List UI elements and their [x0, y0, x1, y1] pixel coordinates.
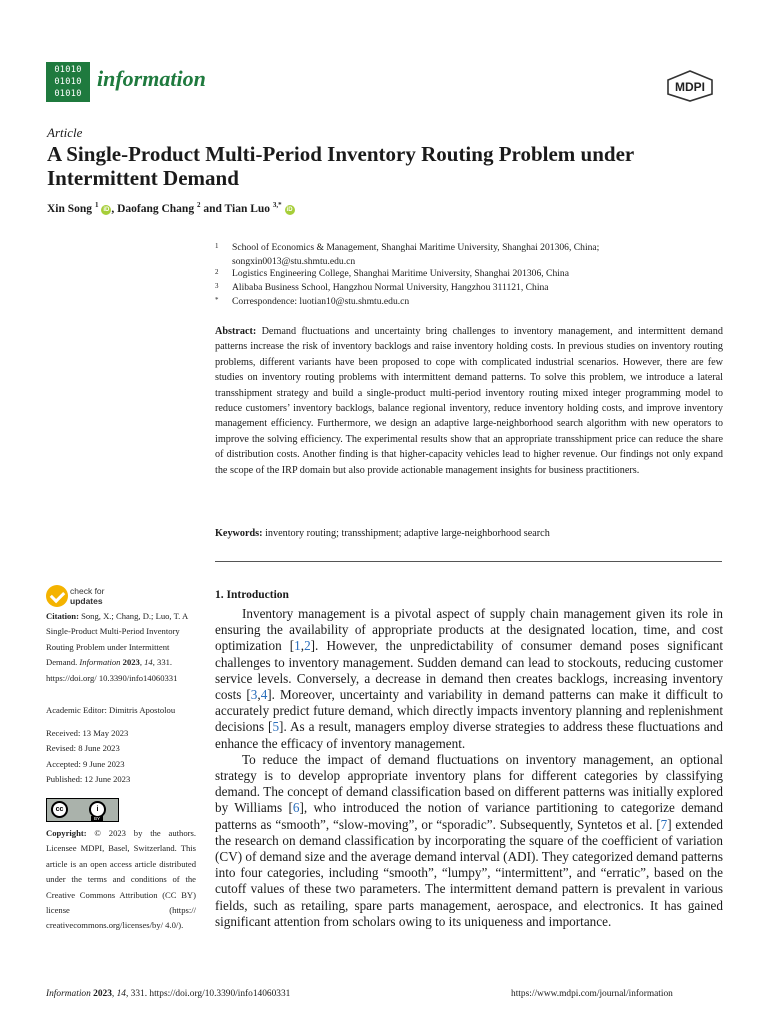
citation-link[interactable]: 7: [660, 816, 668, 832]
citation-year: 2023: [122, 657, 140, 668]
footer-journal-url[interactable]: https://www.mdpi.com/journal/information: [511, 989, 673, 999]
author-name: Daofang Chang: [117, 202, 197, 215]
citation-link[interactable]: 6: [292, 800, 300, 816]
author-separator: ,: [111, 202, 118, 215]
author-affiliation-mark: 3,*: [272, 201, 282, 209]
check-updates-line: updates: [70, 596, 103, 606]
copyright-text: © 2023 by the authors. Licensee MDPI, Basel, Switzerland. This article is an open access article distributed under the terms and conditions of the Creative Commons Attribution (CC BY) license (https:// creativecommons.org/licenses/by/ 4.0/).: [46, 828, 196, 931]
publication-dates: [46, 726, 196, 788]
footer-doi[interactable]: , 331. https://doi.org/10.3390/info14060331: [125, 989, 291, 999]
citation-journal: Information: [79, 657, 121, 668]
abstract-text: Demand fluctuations and uncertainty bring challenges to inventory management, and intermittent demand patterns increase the risk of inventory backlogs and raise inventory holding costs. In previous studies on inventory routing problems, different variants have been proposed to cope with complicated industrial scenarios. However, there are few studies on inventory routing problems with intermittent demand patterns. To solve this problem, we introduce a lateral transshipment strategy and build a single-product multi-period inventory routing mixed integer programming model to reduce customers’ inventory backlogs, balance regional inventory, reduce inventory holding costs, and improve inventory management efficiency. Furthermore, we design an adaptive large-neighborhood search algorithm with new operators to improve the solving efficiency. The experimental results show that an appropriate transshipment price can reduce the share of distribution costs. Another finding is that higher-capacity vehicles lead to higher revenue. Our findings not only expand the scope of the IRP domain but also provide actionable management insights for business practitioners.: [215, 326, 723, 476]
author-name: Tian Luo: [224, 202, 273, 215]
paragraph-text: ]. However, the unpredictability of consumer demand poses significant challenges to inventory management. Sudden demand can lead to stockouts, reducing customer service levels. Conversely, a decrease in demand then creates backlogs, increasing inventory costs [: [215, 638, 723, 703]
publisher-name: MDPI: [675, 80, 705, 94]
author-affiliation-mark: 1: [94, 201, 99, 209]
logo-bits-line: 01010: [54, 89, 82, 99]
paragraph-text: Inventory management is a pivotal aspect of supply chain management given its role in ensuring the availability of appropriate products at the designated location, time, and cost optimization [: [215, 606, 723, 654]
citation-block: Citation: Song, X.; Chang, D.; Luo, T. A Single-Product Multi-Period Inventory Routing Problem under Intermittent Demand. Information 2023, 14, 331. https://doi.org/ 10.3390/info14060331: [46, 611, 188, 683]
cc-icon: cc: [51, 801, 68, 818]
paragraph-text: To reduce the impact of demand fluctuations on inventory management, an optional strategy is to develop appropriate inventory plans for different categories by classifying demand. The concept of demand classification based on different patterns was initially explored by Williams [: [215, 751, 723, 816]
keywords-text: inventory routing; transshipment; adaptive large-neighborhood search: [265, 528, 550, 539]
footer-volume: 14: [116, 989, 126, 999]
author-name: Xin Song: [47, 202, 95, 215]
copyright-label: Copyright:: [46, 828, 87, 838]
author-list: [47, 201, 295, 215]
journal-logo: [46, 62, 90, 102]
paragraph-text: ,: [257, 687, 261, 703]
mdpi-logo: [666, 70, 714, 102]
citation-link[interactable]: 2: [304, 638, 311, 654]
journal-name: information: [97, 66, 206, 91]
copyright-block: [46, 826, 196, 934]
date-published: Published: 12 June 2023: [46, 774, 131, 785]
footer-journal: Information: [46, 989, 91, 999]
footer-year: 2023: [93, 989, 112, 999]
divider: [215, 561, 722, 562]
paragraph: [215, 752, 723, 930]
paragraph-text: ]. Moreover, uncertainty and variability in demand patterns can make it difficult to accurately predict future demand, which directly impacts inventory planning and replenishment decisions [: [215, 687, 723, 735]
author-separator: and: [200, 202, 225, 215]
article-type: Article: [47, 125, 83, 140]
cc-by-license-badge[interactable]: [46, 798, 119, 822]
check-updates-icon[interactable]: [46, 585, 68, 607]
paragraph-text: ], who introduced the notion of variance partitioning to categorize demand patterns as “smooth”, “slow-moving”, or “sporadic”. Subsequently, Syntetos et al. [: [215, 800, 723, 832]
date-revised: Revised: 8 June 2023: [46, 743, 120, 754]
paper-title: A Single-Product Multi-Period Inventory Routing Problem under Intermittent Demand: [47, 142, 634, 190]
orcid-icon[interactable]: iD: [103, 206, 110, 213]
section-heading: 1. Introduction: [215, 589, 289, 601]
keywords-label: Keywords:: [215, 528, 263, 539]
citation-link[interactable]: 4: [260, 687, 268, 703]
logo-bits-line: 01010: [54, 65, 82, 75]
orcid-icon[interactable]: iD: [286, 206, 293, 213]
citation-label: Citation:: [46, 611, 79, 621]
abstract-label: Abstract:: [215, 326, 257, 337]
citation-volume: 14: [144, 657, 153, 668]
citation-text: Song, X.; Chang, D.; Luo, T. A Single-Product Multi-Period Inventory Routing Problem under Intermittent Demand.: [46, 611, 188, 668]
citation-link[interactable]: 3: [250, 687, 258, 703]
check-updates-link[interactable]: [70, 586, 105, 606]
academic-editor: Academic Editor: Dimitris Apostolou: [46, 705, 176, 715]
footer-citation: Information 2023, 14, 331. https://doi.org/10.3390/info14060331: [46, 989, 291, 999]
paragraph-text: ,: [300, 638, 305, 654]
date-received: Received: 13 May 2023: [46, 728, 129, 738]
citation-doi[interactable]: , 331. https://doi.org/ 10.3390/info14060331: [46, 657, 178, 683]
citation-link[interactable]: 5: [272, 719, 280, 735]
keywords: [215, 528, 723, 539]
paragraph-text: ]. As a result, managers employ diverse strategies to address these fluctuations and enhance the efficacy of inventory management.: [215, 719, 723, 751]
by-person-icon: i: [89, 801, 106, 818]
by-label: BY: [91, 816, 103, 821]
logo-bits-line: 01010: [54, 77, 82, 87]
paragraph-text: ] extended the research on demand classification by incorporating the square of the coefficient of variation (CV) of demand size and the average demand interval (ADI). They categorized demand patterns into four categories, including “smooth”, “lumpy”, “intermittent”, and “erratic”, based on the cutoff values of these two parameters. The intermittent demand pattern is prevalent in various fields, such as retailing, spare parts management, aerospace, and electronics. It has gained significant attention from scholars owing to its uniqueness and importance.: [215, 816, 723, 929]
citation-link[interactable]: 1: [294, 638, 301, 654]
check-updates-line: check for: [70, 586, 105, 596]
paragraph: [215, 606, 723, 752]
abstract: [215, 324, 723, 478]
author-affiliation-mark: 2: [196, 201, 201, 209]
date-accepted: Accepted: 9 June 2023: [46, 758, 125, 769]
body-text: [215, 606, 723, 930]
